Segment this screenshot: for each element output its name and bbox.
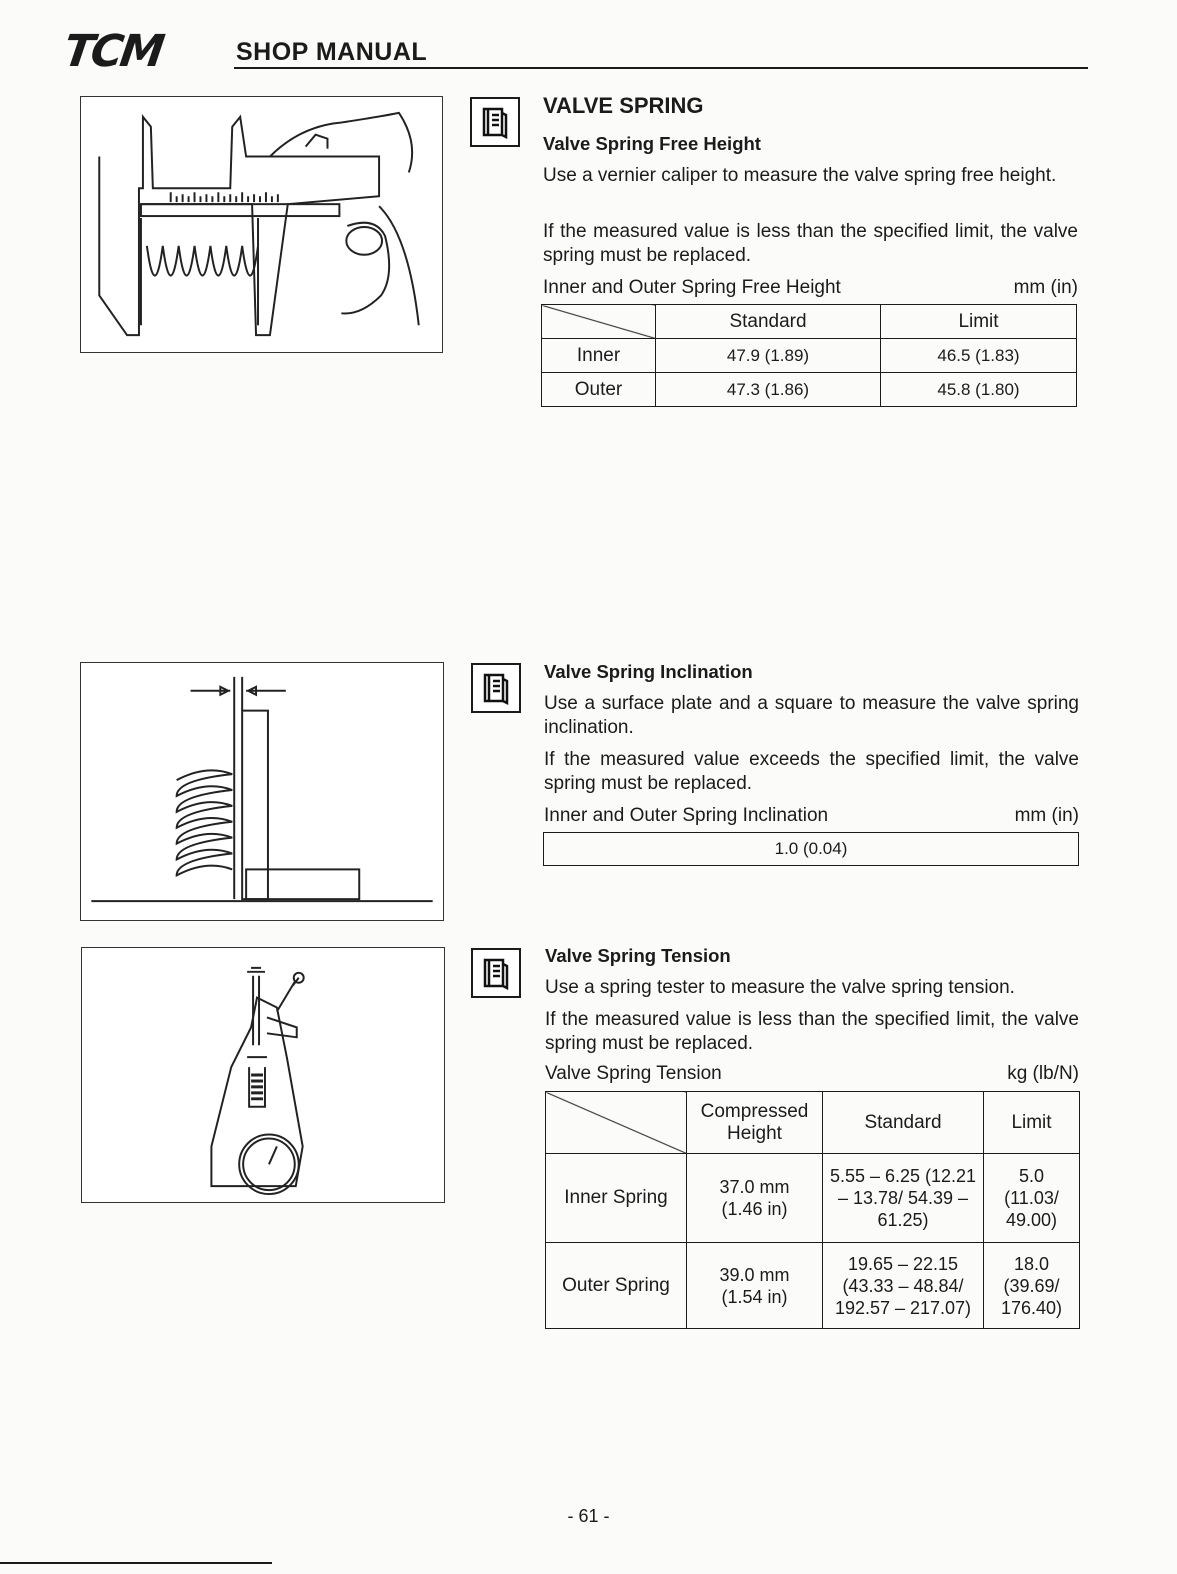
caliper-figure (80, 96, 443, 353)
inclination-value: 1.0 (0.04) (774, 839, 848, 858)
inclination-value-box (543, 832, 1079, 866)
service-manual-book-icon (470, 97, 520, 147)
inclination-table-unit: mm (in) (1014, 805, 1079, 826)
row-label: Inner Spring (546, 1154, 687, 1243)
table-row (542, 339, 1077, 373)
row-label: Inner (542, 339, 656, 373)
column-header-compressed-height: Compressed Height (687, 1092, 823, 1154)
table-corner (542, 305, 656, 339)
tcm-logo: TCM (60, 26, 165, 77)
inclination-subtitle: Valve Spring Inclination (544, 661, 753, 682)
spring-tester-illustration-icon (82, 948, 444, 1202)
inclination-limit-note: If the measured value exceeds the specified limit, the valve spring must be replaced. (544, 749, 1079, 794)
free-height-table-caption: Inner and Outer Spring Free Height (543, 277, 841, 298)
tension-instruction: Use a spring tester to measure the valve spring tension. (545, 977, 1015, 998)
tension-table-unit: kg (lb/N) (1007, 1063, 1079, 1084)
service-manual-book-icon (471, 948, 521, 998)
limit-value: 45.8 (1.80) (881, 373, 1077, 407)
table-row (546, 1154, 1080, 1243)
inclination-table-caption: Inner and Outer Spring Inclination (544, 805, 829, 826)
table-row (546, 1243, 1080, 1329)
free-height-table-unit: mm (in) (1013, 277, 1078, 298)
table-row (542, 373, 1077, 407)
inclination-instruction: Use a surface plate and a square to measure the valve spring inclination. (544, 693, 1079, 738)
limit-value: 18.0 (39.69/ 176.40) (984, 1243, 1080, 1329)
standard-value: 47.3 (1.86) (656, 373, 881, 407)
free-height-table (541, 304, 1077, 407)
free-height-limit-note: If the measured value is less than the specified limit, the valve spring must be replaced. (543, 221, 1078, 266)
header-rule (234, 67, 1088, 69)
standard-value: 47.9 (1.89) (656, 339, 881, 373)
row-label: Outer Spring (546, 1243, 687, 1329)
section-title: VALVE SPRING (543, 93, 704, 118)
spring-tester-figure (81, 947, 445, 1203)
tension-subtitle: Valve Spring Tension (545, 945, 731, 966)
limit-value: 5.0 (11.03/ 49.00) (984, 1154, 1080, 1243)
compressed-height-value: 39.0 mm (1.54 in) (687, 1243, 823, 1329)
column-header-limit: Limit (984, 1092, 1080, 1154)
service-manual-book-icon (471, 663, 521, 713)
compressed-height-value: 37.0 mm (1.46 in) (687, 1154, 823, 1243)
page-number: - 61 - (567, 1506, 610, 1526)
inclination-illustration-icon (81, 663, 443, 920)
standard-value: 5.55 – 6.25 (12.21 – 13.78/ 54.39 – 61.25) (823, 1154, 984, 1243)
manual-title: SHOP MANUAL (236, 38, 428, 66)
tension-table (545, 1091, 1080, 1329)
tension-table-caption: Valve Spring Tension (545, 1063, 722, 1084)
table-corner (546, 1092, 687, 1154)
free-height-subtitle: Valve Spring Free Height (543, 133, 761, 154)
inclination-figure (80, 662, 444, 921)
column-header-standard: Standard (823, 1092, 984, 1154)
limit-value: 46.5 (1.83) (881, 339, 1077, 373)
column-header-standard: Standard (656, 305, 881, 339)
standard-value: 19.65 – 22.15 (43.33 – 48.84/ 192.57 – 217.07) (823, 1243, 984, 1329)
tension-limit-note: If the measured value is less than the specified limit, the valve spring must be replaced. (545, 1009, 1079, 1054)
row-label: Outer (542, 373, 656, 407)
free-height-instruction: Use a vernier caliper to measure the valve spring free height. (543, 165, 1057, 186)
caliper-illustration-icon (81, 97, 442, 352)
column-header-limit: Limit (881, 305, 1077, 339)
footer-rule (0, 1562, 272, 1564)
